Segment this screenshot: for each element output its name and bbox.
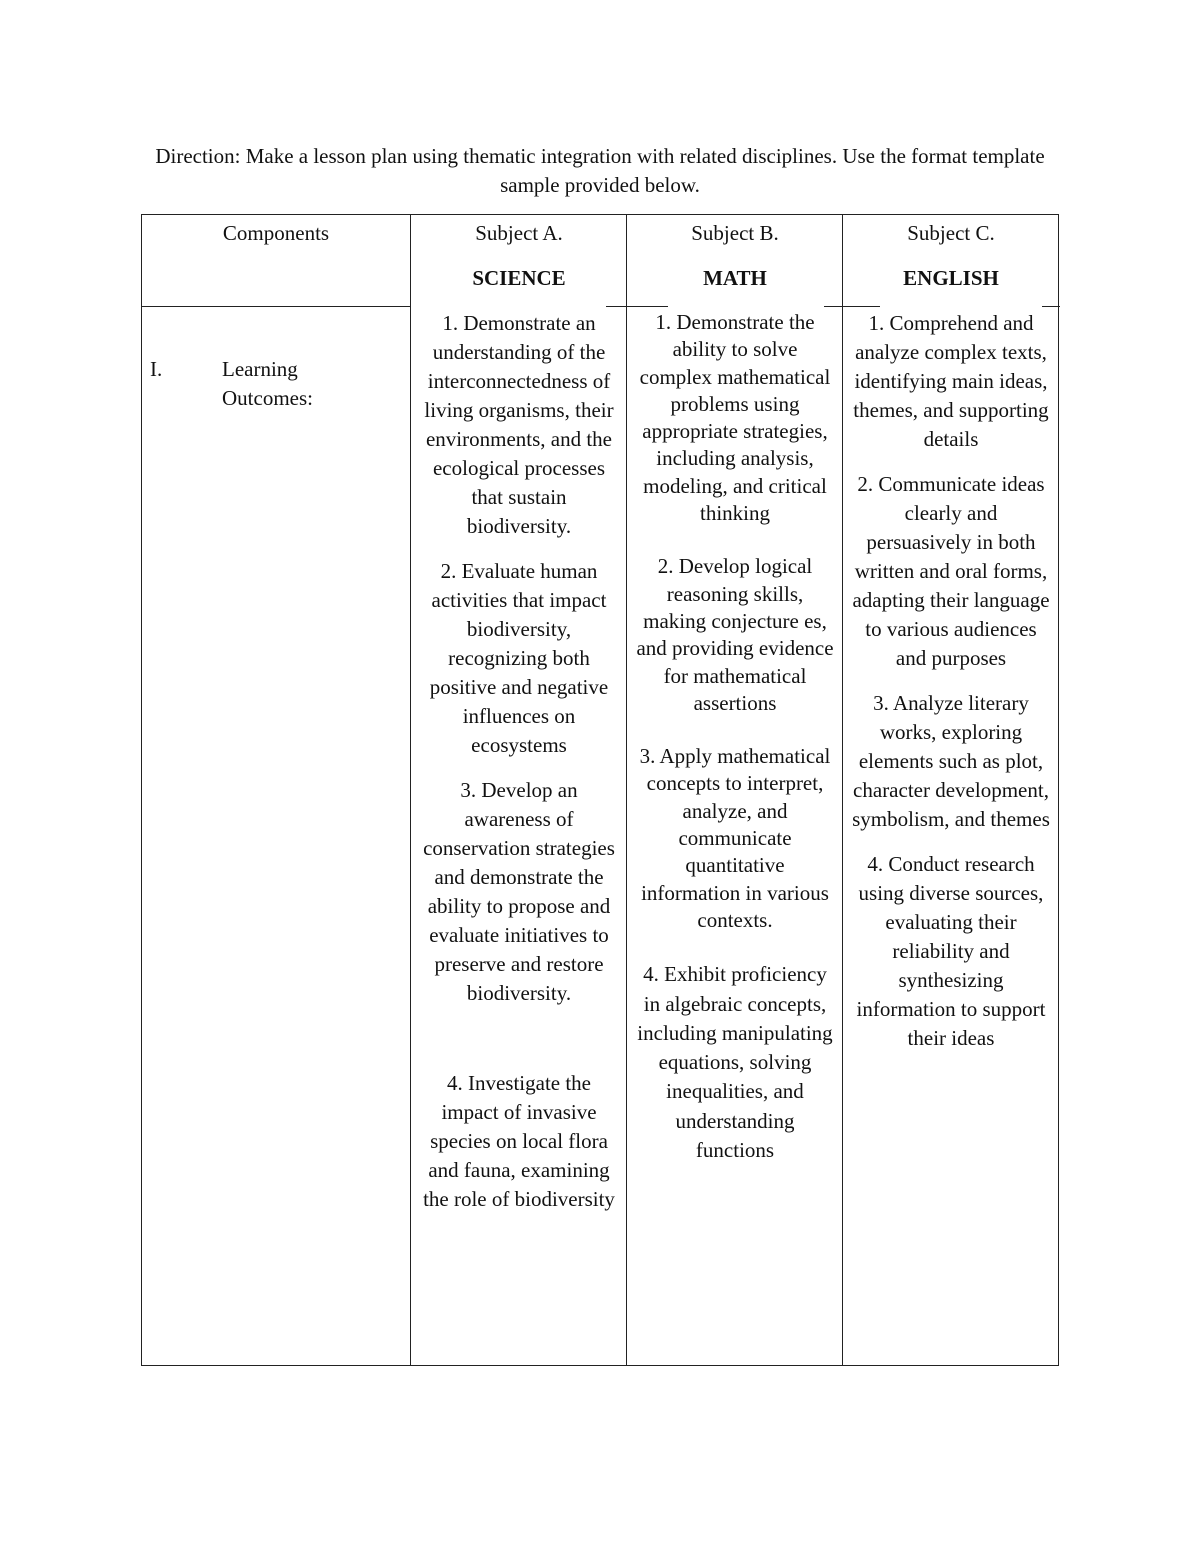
science-outcome-3: 3. Develop an awareness of conservation strategies and demonstrate the ability to propose and evaluate initiatives to preserve and restore biodiversity. [423, 778, 615, 1005]
row-label-text: Learning Outcomes: [222, 357, 313, 410]
science-outcome-2: 2. Evaluate human activities that impact biodiversity, recognizing both positive and negative influences on ecosystems [429, 559, 609, 757]
subject-c-label: Subject C. [907, 221, 995, 245]
math-outcome-2: 2. Develop logical reasoning skills, making conjecture es, and providing evidence for mathematical assertions [636, 554, 834, 715]
subject-b-label: Subject B. [691, 221, 779, 245]
row-number: I. [150, 357, 163, 381]
science-outcomes [418, 309, 620, 1214]
column-divider [410, 215, 411, 1365]
header-divider-segment [824, 306, 880, 307]
science-outcome-4: 4. Investigate the impact of invasive species on local flora and fauna, examining the role of biodiversity [423, 1071, 615, 1211]
subject-c-header [844, 219, 1058, 293]
english-outcomes [850, 309, 1052, 1053]
lesson-plan-table [141, 214, 1059, 1366]
subject-a-header [412, 219, 626, 293]
subject-a-name: SCIENCE [472, 266, 566, 290]
header-divider-segment [1042, 306, 1060, 307]
math-outcome-1: 1. Demonstrate the ability to solve complex mathematical problems using appropriate strategies, including analysis, modeling, and critical thinking [639, 310, 831, 526]
english-outcome-2: 2. Communicate ideas clearly and persuasively in both written and oral forms, adapting their language to various audiences and purposes [852, 472, 1050, 670]
english-outcome-1: 1. Comprehend and analyze complex texts, identifying main ideas, themes, and supporting details [853, 311, 1049, 451]
subject-c-name: ENGLISH [903, 266, 999, 290]
math-outcome-4: 4. Exhibit proficiency in algebraic concepts, including manipulating equations, solving inequalities, and understanding functions [637, 962, 833, 1163]
subject-b-name: MATH [703, 266, 767, 290]
column-divider [842, 215, 843, 1365]
subject-b-header [628, 219, 842, 293]
subject-a-label: Subject A. [475, 221, 563, 245]
english-outcome-4: 4. Conduct research using diverse sources, evaluating their reliability and synthesizing information to support their ideas [856, 852, 1046, 1050]
header-divider-segment [606, 306, 668, 307]
components-header: Components [222, 221, 330, 245]
header-divider [142, 306, 410, 307]
math-outcomes [634, 309, 836, 1165]
column-divider [626, 215, 627, 1365]
direction-text: Direction: Make a lesson plan using thematic integration with related disciplines. Use the format template sample provided below. [155, 144, 1045, 197]
english-outcome-3: 3. Analyze literary works, exploring elements such as plot, character development, symbolism, and themes [852, 691, 1050, 831]
math-outcome-3: 3. Apply mathematical concepts to interpret, analyze, and communicate quantitative information in various contexts. [639, 744, 831, 932]
science-outcome-1: 1. Demonstrate an understanding of the interconnectedness of living organisms, their environments, and the ecological processes that sustain biodiversity. [424, 311, 614, 538]
